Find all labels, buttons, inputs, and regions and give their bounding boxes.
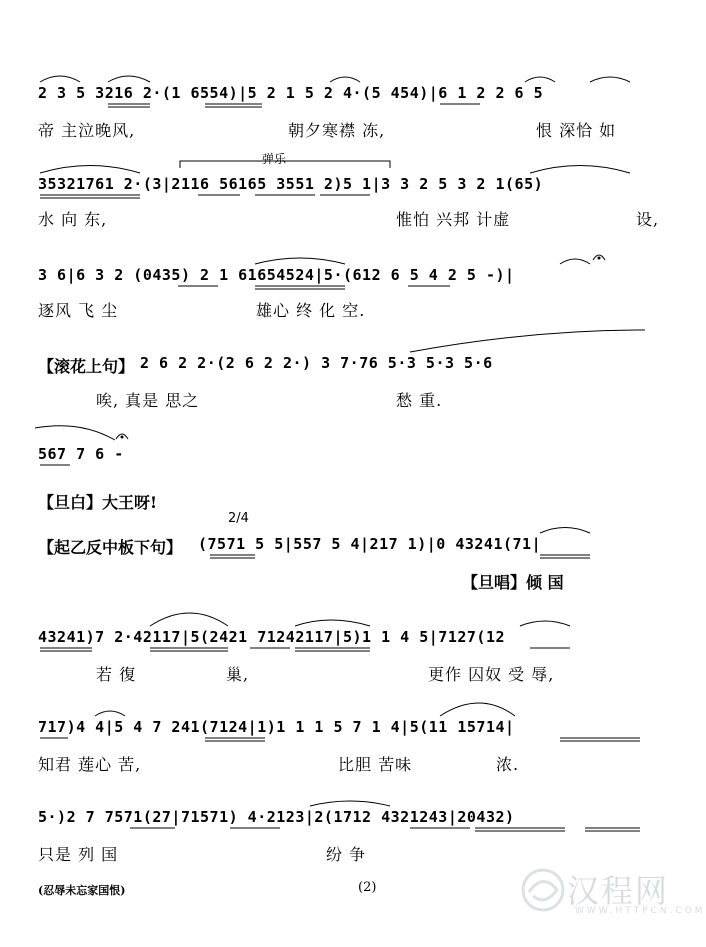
sung-label: 【旦唱】倾 国 [462,573,564,592]
spoken-line: 【旦白】大王呀! [38,493,158,512]
section-label-gunhua: 【滚花上句】 [38,357,135,376]
notation-line-5: 567 7 6 - [38,445,124,463]
lyric-phrase: 浓. [496,755,520,774]
notation-line-2: 35321761 2·(3|2116 56165 3551 2)5 1|3 3 2 5 3 2 1(65) [38,175,544,193]
lyric-phrase: 知君 莲心 苦, [38,755,142,774]
section-label-zhongban: 【起乙反中板下句】 [38,538,183,557]
site-watermark [515,862,706,922]
lyric-phrase: 巢, [226,665,250,684]
lyric-phrase: 惟怕 兴邦 计虚 [396,210,511,229]
notation-line-3: 3 6|6 3 2 (0435) 2 1 61654524|5·(612 6 5 4 2 5 -)| [38,266,515,284]
lyric-phrase: 雄心 终 化 空. [256,301,366,320]
lyric-phrase: 设, [636,210,660,229]
notation-line-6: (7571 5 5|557 5 4|217 1)|0 43241(71| [198,535,542,553]
lyric-phrase: 朝夕寒襟 冻, [288,121,386,140]
lyric-phrase: 若 復 [96,665,137,684]
notation-line-7: 43241)7 2·42117|5(2421 71242117|5)1 1 4 5|7127(12 [38,628,506,646]
notation-line-1: 2 3 5 3216 2·(1 6554)|5 2 1 5 2 4·(5 454)|6 1 2 2 6 5 [38,84,544,102]
watermark-text: 汉程网 [567,872,670,910]
lyric-phrase: 更作 囚奴 受 辱, [428,665,555,684]
lyric-phrase: 只是 列 国 [38,845,119,864]
footer-song-title: (忍辱未忘家国恨) [38,884,126,897]
lyric-phrase: 纷 争 [326,845,367,864]
watermark-url: WWW.HTTPCN.COM [575,906,706,916]
page-number: (2) [358,880,377,895]
lyric-phrase: 逐风 飞 尘 [38,301,119,320]
lyric-phrase: 帝 主泣晚风, [38,121,136,140]
tanyue-annotation: 弹乐 [262,152,287,166]
lyric-phrase: 愁 重. [396,391,443,410]
notation-line-8: 717)4 4|5 4 7 241(7124|1)1 1 1 5 7 1 4|5(11 15714| [38,718,515,736]
lyric-phrase: 恨 深恰 如 [536,121,617,140]
notation-line-4: 2 6 2 2·(2 6 2 2·) 3 7·76 5·3 5·3 5·6 [140,354,493,372]
notation-line-9: 5·)2 7 7571(27|71571) 4·2123|2(1712 4321243|20432) [38,808,515,826]
time-signature: 2/4 [228,511,249,526]
lyric-phrase: 水 向 东, [38,210,108,229]
lyric-phrase: 比胆 苦味 [338,755,413,774]
swirl-logo-icon [515,862,571,918]
lyric-phrase: 唉, 真是 思之 [96,391,200,410]
